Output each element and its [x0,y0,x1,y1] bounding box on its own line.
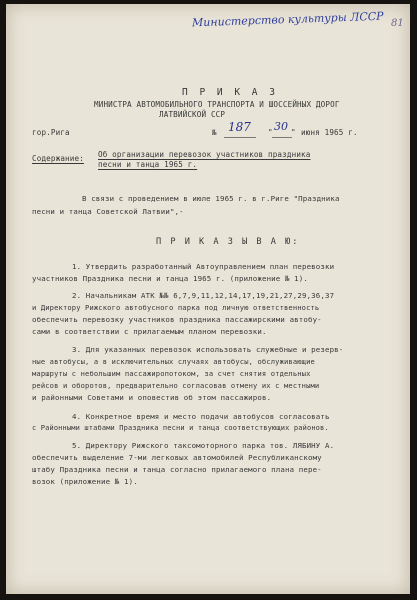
item-1-line: участников Праздника песни и танца 1965 г. (приложение № 1). [32,274,308,283]
item-3-line: рейсов и оборотов, предварительно согласовав отмену их с местными [32,381,320,390]
item-5-line: 5. Директору Рижского таксомоторного парка тов. ЛЯБИНУ А. [72,441,335,450]
order-number-underline [224,137,256,138]
item-3-line: маршруты с небольшим пассажиропотоком, за счет снятия отдельных [32,369,311,378]
item-5-line: штабу Праздника песни и танца согласно прилагаемого плана пере- [32,465,322,474]
item-2-line: сами в соответствии с прилагаемым планом перевозки. [32,327,267,336]
order-day: 30 [274,120,288,133]
ministry-line-2: ЛАТВИЙСКОЙ ССР [159,110,226,119]
handwritten-corner-mark: 81 [391,18,404,29]
order-number-label: № [212,128,217,137]
document-page [6,4,410,594]
subject-label: Содержание: [32,154,84,163]
item-2-line: обеспечить перевозку участников праздника пассажирскими автобу- [32,315,322,324]
item-2-line: 2. Начальникам АТК №№ 6,7,9,11,12,14,17,19,21,27,29,36,37 [72,291,335,300]
order-day-underline [272,137,292,138]
intro-line-2: песни и танца Советской Латвии",- [32,207,184,216]
handwritten-note: Министерство культуры ЛССР [191,9,384,30]
item-2-line: и Директору Рижского автобусного парка под личную ответственность [32,303,320,312]
item-1-line: 1. Утвердить разработанный Автоуправлением план перевозки [72,262,335,271]
item-5-line: возок (приложение № 1). [32,477,138,486]
city: гор.Рига [32,128,70,137]
item-5-line: обеспечить выделение 7-ми легковых автомобилей Республиканскому [32,453,322,462]
item-3-line: ные автобусы, а в исключительных случаях автобусы, обслуживающие [32,357,315,366]
order-number: 187 [228,120,251,134]
item-3-line: 3. Для указанных перевозок использовать служебные и резерв- [72,345,344,354]
item-4-line: с Районными штабами Праздника песни и танца соответствующих районов. [32,424,329,432]
order-word: П Р И К А З Ы В А Ю: [156,237,300,247]
intro-line-1: В связи с проведением в июле 1965 г. в г.Риге "Праздника [82,194,340,203]
order-date: июня 1965 г. [301,128,358,137]
date-quote-close: " [291,128,296,137]
date-quote-open: " [268,128,273,137]
subject-line-1: Об организации перевозок участников праздника [98,150,311,159]
subject-line-2: песни и танца 1965 г. [98,160,198,169]
item-3-line: и районными Советами и оповестив об этом пассажиров. [32,393,272,402]
item-4-line: 4. Конкретное время и место подачи автобусов согласовать [72,412,330,421]
ministry-line-1: МИНИСТРА АВТОМОБИЛЬНОГО ТРАНСПОРТА И ШОССЕЙНЫХ ДОРОГ [94,100,340,109]
document-title: П Р И К А З [182,87,278,98]
